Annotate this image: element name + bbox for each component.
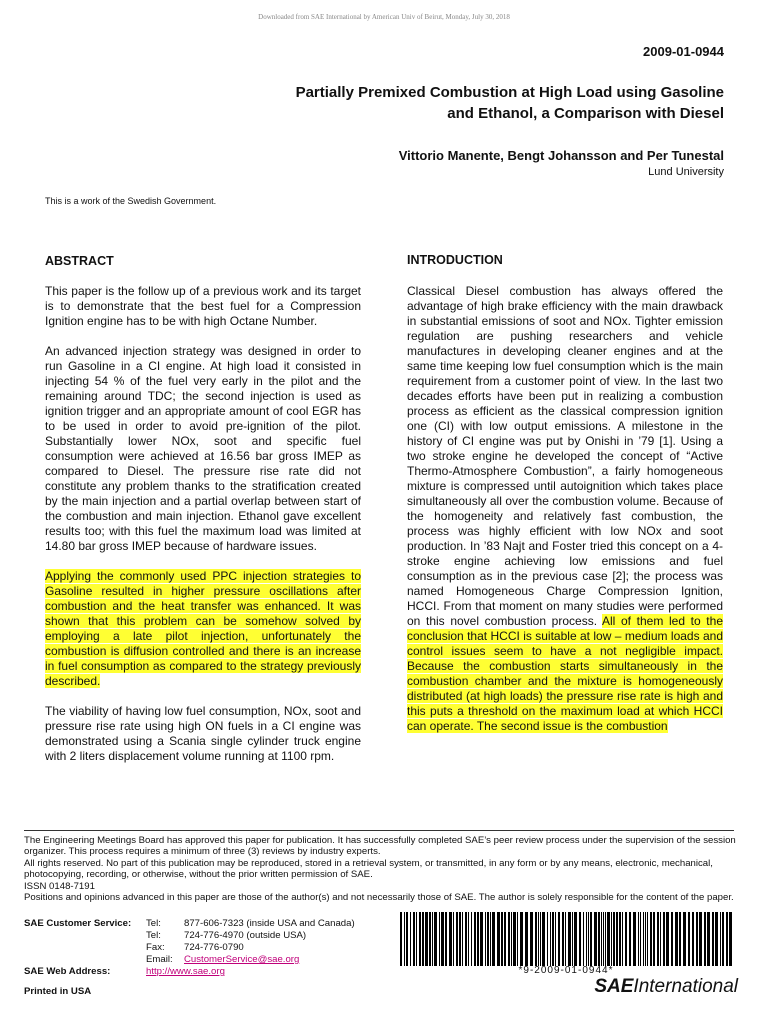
introduction-heading: INTRODUCTION	[407, 253, 503, 267]
download-note: Downloaded from SAE International by American Univ of Beirut, Monday, July 30, 2018	[258, 13, 510, 21]
barcode	[398, 912, 734, 966]
abstract-paragraph-4: The viability of having low fuel consumption, NOx, soot and pressure rise rate using high ON fuels in a CI engine was demonstrated using a Scania single cylinder truck engine with 2 liters displacement volume running at 1100 rpm.	[45, 704, 361, 763]
abstract-highlight: Applying the commonly used PPC injection strategies to Gasoline resulted in higher pressure oscillations after combustion and the heat transfer was enhanced. It was shown that this problem can be somehow solved by employing a late pilot injection, unfortunately the combustion is diffusion controlled and there is an increase in fuel consumption as compared to the strategy previously described.	[45, 569, 361, 688]
web-address-label: SAE Web Address:	[24, 966, 111, 977]
paper-number: 2009-01-0944	[643, 44, 724, 59]
abstract-paragraph-2: An advanced injection strategy was designed in order to run Gasoline in a CI engine. At high load it consisted in injecting 54 % of the fuel very early in the pilot and the remaining around TDC; the second injection is used as ignition trigger and an appropriate amount of cool EGR has to be used in order to avoid pre-ignition of the pilot. Substantially lower NOx, soot and specific fuel consumption were achieved at 16.56 bar gross IMEP as compared to Diesel. The pressure rise rate did not constitute any problem thanks to the stratification created by the main injection and a partial overlap between start of the combustion and main injection. Ethanol gave excellent results too; with this fuel the maximum load was limited at 14.80 bar gross IMEP because of hardware issues.	[45, 344, 361, 553]
customer-service-label: SAE Customer Service:	[24, 918, 132, 929]
footer-notice	[24, 835, 736, 903]
introduction-highlight: All of them led to the conclusion that HCCI is suitable at low – medium loads and control issues seem to have a not negligible impact. Because the combustion starts simultaneously in the combustion chamber and the mixture is homogeneously distributed (at high loads) the pressure rise rate is high and this puts a threshold on the maximum load at which HCCI can operate. The second issue is the combustion	[407, 614, 723, 733]
web-address-link[interactable]: http://www.sae.org	[146, 966, 225, 977]
introduction-body	[407, 284, 723, 734]
authors: Vittorio Manente, Bengt Johansson and Per Tunestal	[398, 148, 724, 163]
approval-text: The Engineering Meetings Board has approved this paper for publication. It has successfully completed SAE’s peer review process under the supervision of the session organizer. This process requires a minimum of three (3) reviews by industry experts.	[24, 835, 736, 858]
footer-divider	[24, 830, 734, 831]
fax-number: 724-776-0790	[184, 942, 244, 953]
disclaimer-text: Positions and opinions advanced in this paper are those of the author(s) and not necessarily those of SAE. The author is solely responsible for the content of the paper.	[24, 892, 734, 904]
abstract-paragraph-1: This paper is the follow up of a previous work and its target is to demonstrate that the best fuel for a Compression Ignition engine has to be with high Octane Number.	[45, 284, 361, 328]
email-link[interactable]: CustomerService@sae.org	[184, 954, 300, 965]
fax-label: Fax:	[146, 942, 165, 953]
email-label: Email:	[146, 954, 173, 965]
abstract-body	[45, 284, 361, 764]
introduction-paragraph-1	[407, 284, 723, 734]
rights-text: All rights reserved. No part of this publication may be reproduced, stored in a retrieval system, or transmitted, in any form or by any means, electronic, mechanical, photocopying, recording, or otherwise, without the prior written permission of SAE.	[24, 857, 713, 881]
title-line-1: Partially Premixed Combustion at High Load using Gasoline	[295, 84, 724, 101]
introduction-text: Classical Diesel combustion has always offered the advantage of high brake efficiency with the main drawback in substantial emissions of soot and NOx. Tighter emission regulation are pushing researchers and vehicle manufactures in developing cleaner engines and at the same time keeping low fuel consumption which is the main requirement from a customer point of view. In the last two decades efforts have been put in realizing a combustion process as efficient as the classical compression ignition one (CI) with low output emissions. A milestone in the history of CI engine was put by Onishi in ’79 [1]. Using a two stroke engine he developed the concept of “Active Thermo-Atmosphere Combustion”, a fairly homogeneous mixture is compressed until autoignition which takes place simultaneously all over the combustion volume. Because of the homogeneity and relatively fast combustion, the process was highly efficient with low NOx and soot production. In ’83 Najt and Foster tried this concept on a 4-stroke engine achieving low emissions and fuel consumption as in the previous case [2]; the process was named Homogeneous Charge Compression Ignition, HCCI. From that moment on many studies were performed on this novel combustion process.	[407, 284, 723, 628]
tel-label-1: Tel:	[146, 918, 161, 929]
government-note: This is a work of the Swedish Government.	[45, 196, 217, 206]
paper-title	[164, 82, 724, 124]
tel-2: 724-776-4970 (outside USA)	[184, 930, 307, 941]
title-line-2: and Ethanol, a Comparison with Diesel	[447, 105, 724, 122]
barcode-text: *9-2009-01-0944*	[518, 965, 614, 976]
affiliation: Lund University	[648, 166, 724, 178]
abstract-paragraph-3	[45, 569, 361, 689]
logo-sae: SAE	[594, 976, 634, 997]
tel-label-2: Tel:	[146, 930, 161, 941]
logo-international: International	[633, 976, 738, 997]
sae-international-logo	[594, 976, 738, 998]
barcode-graphic	[398, 912, 734, 966]
abstract-heading: ABSTRACT	[45, 254, 114, 268]
tel-1: 877-606-7323 (inside USA and Canada)	[184, 918, 355, 929]
printed-in-usa: Printed in USA	[24, 986, 92, 997]
issn-text: ISSN 0148-7191	[24, 880, 95, 892]
